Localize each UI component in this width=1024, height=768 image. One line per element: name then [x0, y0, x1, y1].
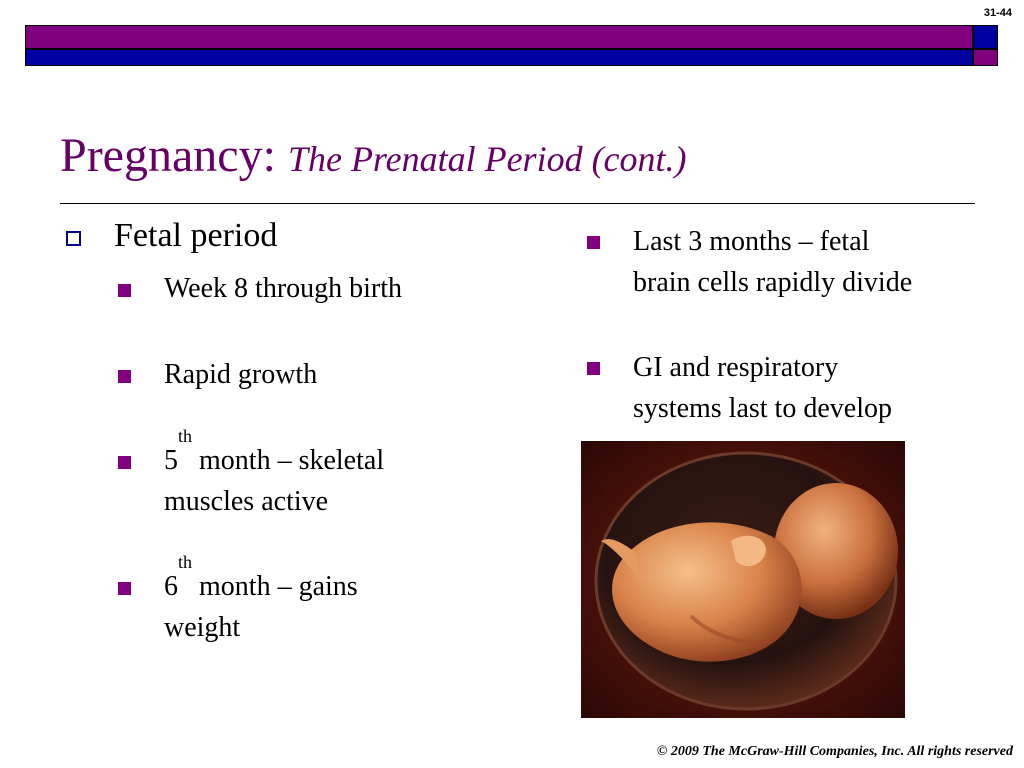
ordinal-suffix: th: [178, 426, 193, 446]
title-main: Pregnancy:: [60, 129, 288, 182]
list-item: [164, 426, 494, 522]
header-bar-blue: [25, 49, 973, 66]
slide-number: 31-44: [983, 7, 1012, 19]
square-bullet-icon: [118, 370, 131, 383]
list-item-line1: Last 3 months – fetal: [633, 226, 870, 257]
header-square-blue: [973, 25, 998, 49]
slide-title: [60, 128, 687, 183]
hollow-square-bullet-icon: [66, 231, 81, 246]
heading-text: Fetal period: [114, 217, 278, 254]
month-number: 6: [164, 571, 178, 602]
list-item: [633, 221, 993, 303]
square-bullet-icon: [118, 582, 131, 595]
square-bullet-icon: [587, 362, 600, 375]
month-number: 5: [164, 445, 178, 476]
ordinal-suffix: th: [178, 552, 193, 572]
title-subtitle: The Prenatal Period (cont.): [287, 139, 687, 179]
list-item-line1: GI and respiratory: [633, 352, 839, 383]
fetus-image: [581, 441, 905, 718]
list-item: [164, 552, 494, 648]
list-item-text: Rapid growth: [164, 359, 318, 390]
fetus-illustration: [581, 441, 905, 718]
header-square-purple: [973, 49, 998, 66]
square-bullet-icon: [118, 284, 131, 297]
title-divider: [60, 203, 975, 204]
list-item-line2: weight: [164, 612, 241, 643]
header-bar-purple: [25, 25, 973, 49]
list-item-line1: [164, 426, 494, 481]
list-item-line2: systems last to develop: [633, 393, 892, 424]
square-bullet-icon: [587, 236, 600, 249]
list-item: [633, 347, 993, 429]
square-bullet-icon: [118, 456, 131, 469]
list-item-line1: [164, 552, 494, 607]
list-item-line2: brain cells rapidly divide: [633, 267, 913, 298]
list-item-text: month – gains: [192, 571, 358, 602]
list-item-line2: muscles active: [164, 486, 329, 517]
fetal-period-heading: [66, 214, 277, 258]
list-item-text: Week 8 through birth: [164, 273, 403, 304]
copyright-footer: © 2009 The McGraw-Hill Companies, Inc. All rights reserved: [656, 744, 1013, 759]
list-item-text: month – skeletal: [192, 445, 385, 476]
